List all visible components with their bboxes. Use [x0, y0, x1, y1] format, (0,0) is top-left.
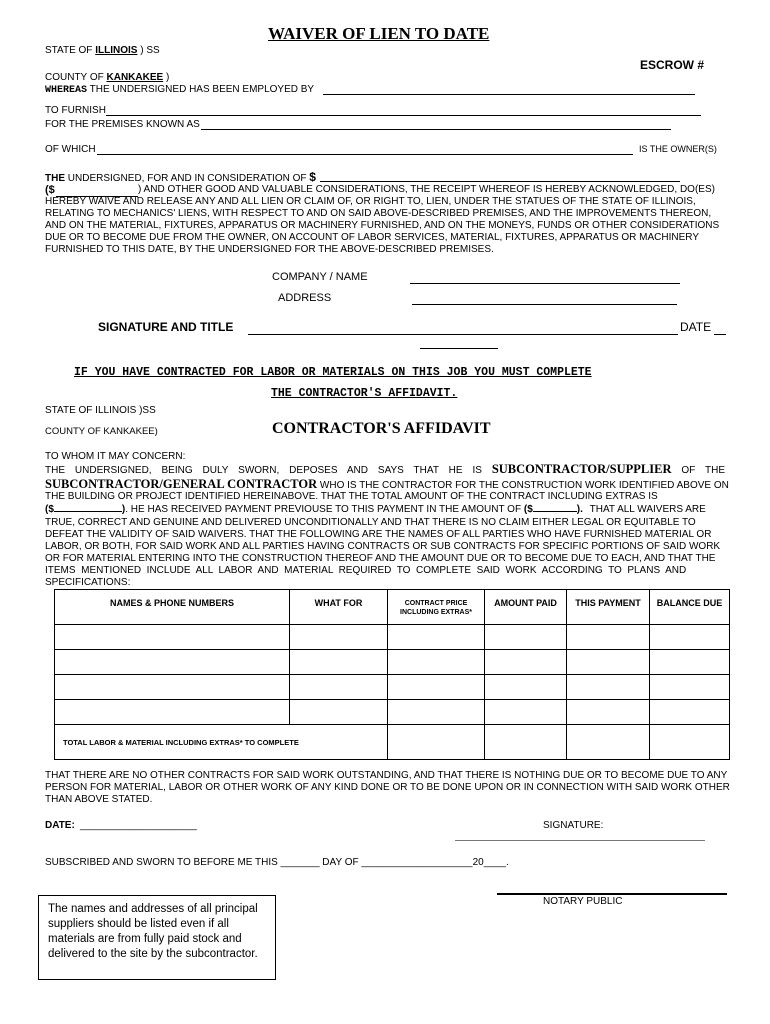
table-cell[interactable]	[567, 625, 650, 650]
note-box	[38, 895, 276, 980]
state-line	[45, 45, 160, 56]
footer-signature-label: SIGNATURE:	[543, 820, 604, 831]
signature-title-label: SIGNATURE AND TITLE	[98, 320, 234, 334]
table-cell[interactable]	[485, 700, 567, 725]
table-cell[interactable]	[650, 625, 730, 650]
contract-dollar-close: )	[121, 504, 126, 515]
table-cell[interactable]	[290, 650, 388, 675]
role-option-general: SUBCONTRACTOR/GENERAL CONTRACTOR	[45, 477, 318, 491]
county-prefix: COUNTY OF	[45, 72, 104, 83]
closing-line: THAN ABOVE STATED.	[45, 794, 153, 805]
waiver-line: DUE OR TO BECOME DUE FROM THE OWNER, ON ACCOUNT OF LABOR SERVICES, MATERIAL, FIXTURES, APPARATUS OR MACHINERY	[45, 232, 699, 243]
table-row	[55, 675, 730, 700]
affidavit-line-1	[45, 462, 725, 478]
consideration-dollar: $	[309, 170, 316, 184]
role-option-sub: SUBCONTRACTOR/SUPPLIER	[491, 462, 672, 476]
notary-signature-field[interactable]	[497, 892, 727, 895]
prev-payment-field[interactable]	[533, 511, 577, 512]
contractor-notice-line2: THE CONTRACTOR'S AFFIDAVIT.	[271, 387, 458, 400]
consideration-text: UNDERSIGNED, FOR AND IN CONSIDERATION OF	[65, 173, 307, 184]
affidavit-line-2b: WHO IS THE CONTRACTOR FOR THE CONSTRUCTION WORK IDENTIFIED ABOVE ON	[317, 480, 729, 491]
table-cell[interactable]	[650, 650, 730, 675]
furnish-field[interactable]	[106, 114, 701, 116]
to-whom-label: TO WHOM IT MAY CONCERN:	[45, 451, 186, 462]
table-cell[interactable]	[650, 675, 730, 700]
waiver-dollar-open: ($	[45, 184, 55, 196]
table-header-row	[55, 590, 730, 625]
specifications-label: SPECIFICATIONS:	[45, 577, 131, 588]
address-label: ADDRESS	[278, 292, 332, 304]
affidavit-title: CONTRACTOR'S AFFIDAVIT	[272, 420, 491, 437]
footer-signature-field[interactable]	[455, 839, 705, 841]
owner-field[interactable]	[97, 153, 633, 155]
table-cell[interactable]	[55, 675, 290, 700]
premises-field[interactable]	[201, 128, 671, 130]
date-label: DATE	[680, 320, 712, 334]
total-cell[interactable]	[650, 725, 730, 760]
total-cell[interactable]	[567, 725, 650, 760]
table-row	[55, 650, 730, 675]
total-cell[interactable]	[485, 725, 567, 760]
table-cell[interactable]	[290, 675, 388, 700]
sworn-line: SUBSCRIBED AND SWORN TO BEFORE ME THIS _______ DAY OF ____________________20____.	[45, 857, 509, 868]
col-header-balance-due: BALANCE DUE	[650, 590, 730, 625]
total-cell[interactable]	[388, 725, 485, 760]
table-cell[interactable]	[388, 675, 485, 700]
affidavit-state: STATE OF ILLINOIS )SS	[45, 405, 156, 416]
county-value: KANKAKEE	[106, 72, 164, 83]
table-cell[interactable]	[55, 650, 290, 675]
table-cell[interactable]	[388, 625, 485, 650]
table-cell[interactable]	[485, 650, 567, 675]
table-row	[55, 700, 730, 725]
table-cell[interactable]	[388, 700, 485, 725]
state-value: ILLINOIS	[95, 45, 138, 56]
table-cell[interactable]	[567, 700, 650, 725]
table-total-row	[55, 725, 730, 760]
company-label: COMPANY / NAME	[272, 271, 368, 283]
owner-suffix: IS THE OWNER(S)	[639, 144, 717, 154]
total-label: TOTAL LABOR & MATERIAL INCLUDING EXTRAS* TO COMPLETE	[55, 725, 388, 760]
table-cell[interactable]	[567, 675, 650, 700]
state-suffix: ) SS	[140, 45, 160, 56]
table-cell[interactable]	[290, 625, 388, 650]
col-header-amount-paid: AMOUNT PAID	[485, 590, 567, 625]
table-row	[55, 625, 730, 650]
table-cell[interactable]	[55, 700, 290, 725]
whereas-line	[45, 84, 314, 96]
affidavit-line-2	[45, 477, 729, 492]
col-header-this-payment: THIS PAYMENT	[567, 590, 650, 625]
waiver-line: AND ON THE MATERIAL, FIXTURES, APPARATUS OR MACHINERY FURNISHED, AND ON THE MONEYS, FUNDS OR OTHER CONSIDERATIONS	[45, 220, 720, 231]
affidavit-line-1c: OF THE	[681, 465, 726, 476]
prev-payment-dollar-open: ($	[523, 504, 533, 515]
consideration-line	[45, 170, 316, 184]
col-header-names: NAMES & PHONE NUMBERS	[55, 590, 290, 625]
footer-date-label: DATE:	[45, 820, 75, 831]
col-header-what-for: WHAT FOR	[290, 590, 388, 625]
address-field[interactable]	[412, 303, 677, 305]
separator-line	[420, 347, 498, 349]
table-cell[interactable]	[388, 650, 485, 675]
affidavit-body-line: LABOR, OR BOTH, FOR SAID WORK AND ALL PARTIES HAVING CONTRACTS OR SUB CONTRACTS FOR SPECIFIC PORTIONS OF SAID WORK	[45, 541, 721, 552]
affidavit-county: COUNTY OF KANKAKEE)	[45, 426, 158, 437]
county-line	[45, 72, 169, 83]
table-cell[interactable]	[485, 675, 567, 700]
affidavit-line-4c: . HE HAS RECEIVED PAYMENT PREVIOUSE TO THIS PAYMENT IN THE AMOUNT OF	[125, 504, 522, 515]
whereas-text: THE UNDERSIGNED HAS BEEN EMPLOYED BY	[87, 84, 315, 95]
notary-label: NOTARY PUBLIC	[543, 896, 623, 907]
footer-date-field[interactable]: _____________________	[80, 820, 197, 831]
closing-line: PERSON FOR MATERIAL, LABOR OR OTHER WORK OF ANY KIND DONE OR TO BE DONE UPON OR IN CONNECTION WITH SAID WORK OTHER	[45, 782, 730, 793]
of-which-label: OF WHICH	[45, 144, 96, 155]
closing-line: THAT THERE ARE NO OTHER CONTRACTS FOR SAID WORK OUTSTANDING, AND THAT THERE IS NOTHING DUE OR TO BECOME DUE TO ANY	[45, 770, 728, 781]
table-cell[interactable]	[567, 650, 650, 675]
affidavit-body	[45, 517, 725, 589]
waiver-paragraph	[45, 184, 725, 256]
affidavit-line-3: THE BUILDING OR PROJECT IDENTIFIED HEREINABOVE. THAT THE TOTAL AMOUNT OF THE CONTRACT INCLUDING EXTRAS IS	[45, 491, 658, 502]
waiver-line: RELATING TO MECHANICS' LIENS, WITH RESPECT TO AND ON SAID ABOVE-DESCRIBED PREMISES, AND THE IMPROVEMENTS THEREON,	[45, 208, 712, 219]
contractor-notice-line1: IF YOU HAVE CONTRACTED FOR LABOR OR MATERIALS ON THIS JOB YOU MUST COMPLETE	[74, 366, 592, 379]
affidavit-line-1a: THE UNDERSIGNED, BEING DULY SWORN, DEPOSES AND SAYS THAT HE IS	[45, 465, 482, 476]
prev-payment-dollar-close: ).	[576, 504, 583, 515]
note-text: The names and addresses of all principal suppliers should be listed even if all materials are from fully paid stock and delivered to the site by the subcontractor.	[48, 903, 258, 960]
table-cell[interactable]	[485, 625, 567, 650]
date-field[interactable]	[714, 333, 726, 335]
company-field[interactable]	[410, 282, 680, 284]
affidavit-line-4f: THAT ALL WAIVERS ARE	[589, 504, 706, 515]
form-title: WAIVER OF LIEN TO DATE	[268, 24, 490, 43]
contract-amount-field[interactable]	[54, 511, 122, 512]
col-header-contract-price: CONTRACT PRICE INCLUDING EXTRAS*	[388, 590, 485, 625]
premises-label: FOR THE PREMISES KNOWN AS	[45, 119, 200, 130]
table-cell[interactable]	[55, 625, 290, 650]
state-prefix: STATE OF	[45, 45, 93, 56]
consideration-bold: THE	[45, 173, 65, 184]
affidavit-line-4	[45, 504, 706, 515]
closing-paragraph	[45, 770, 730, 806]
escrow-label: ESCROW #	[640, 58, 705, 72]
waiver-line: FURNISHED TO THIS DATE, BY THE UNDERSIGNED FOR THE ABOVE-DESCRIBED PREMISES.	[45, 244, 494, 255]
affidavit-body-line: TRUE, CORRECT AND GENUINE AND DELIVERED UNCONDITIONALLY AND THAT THERE IS NO CLAIM EITHER LEGAL OR EQUITABLE TO	[45, 517, 696, 528]
employer-field[interactable]	[323, 93, 695, 95]
signature-title-field[interactable]	[248, 333, 678, 335]
affidavit-body-line: ITEMS MENTIONED INCLUDE ALL LABOR AND MATERIAL REQUIRED TO COMPLETE SAID WORK ACCORDING TO PLANS AND	[45, 565, 687, 576]
payment-table	[54, 589, 730, 760]
waiver-line: HEREBY WAIVE AND RELEASE ANY AND ALL LIEN OR CLAIM OF, OR RIGHT TO, LIEN, UNDER THE STATUES OF THE STATE OF ILLINOIS,	[45, 196, 696, 207]
contract-dollar-open: ($	[45, 504, 54, 515]
table-cell[interactable]	[650, 700, 730, 725]
consideration-amount-field[interactable]	[320, 180, 680, 182]
affidavit-body-line: OR FOR MATERIAL ENTERING INTO THE CONSTRUCTION THEREOF AND THE AMOUNT DUE OR TO BECOME DUE TO EACH, AND THAT THE	[45, 553, 716, 564]
county-suffix: )	[165, 72, 170, 83]
whereas-bold: WHEREAS	[45, 85, 88, 96]
affidavit-body-line: DEFEAT THE VALIDITY OF SAID WAIVERS. THAT THE FOLLOWING ARE THE NAMES OF ALL PARTIES WHO HAVE FURNISHED MATERIAL OR	[45, 529, 712, 540]
waiver-line: ) AND OTHER GOOD AND VALUABLE CONSIDERATIONS, THE RECEIPT WHEREOF IS HEREBY ACKNOWLEDGED, DO(ES)	[138, 184, 715, 195]
to-furnish-label: TO FURNISH	[45, 105, 106, 116]
table-cell[interactable]	[290, 700, 388, 725]
